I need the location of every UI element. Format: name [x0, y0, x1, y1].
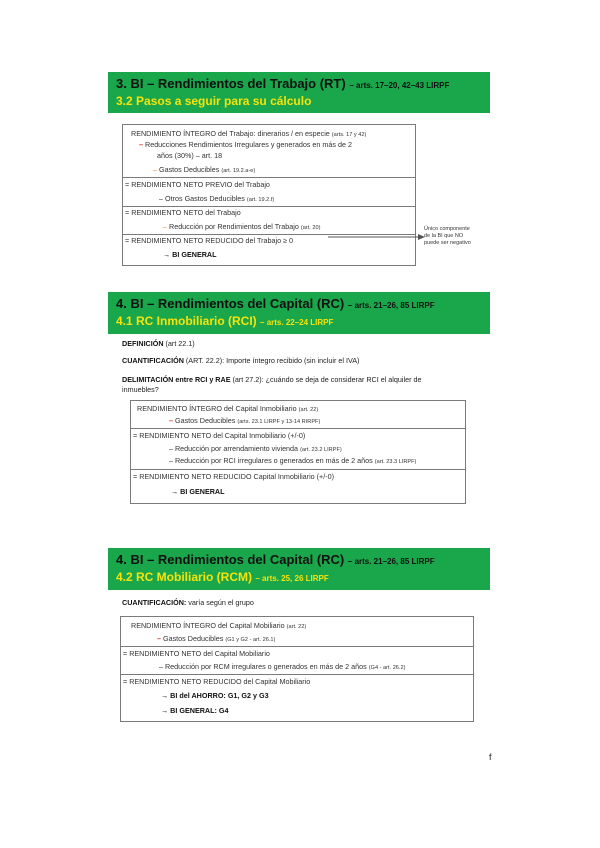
line-rendimiento-integro [137, 404, 318, 415]
line-text: Reducción por Rendimientos del Trabajo [169, 222, 299, 231]
text: (art 22.1) [165, 339, 195, 348]
line-ref: (art. 22) [286, 624, 307, 630]
line-reducciones-cont: años (30%) – art. 18 [157, 151, 223, 160]
label: CUANTIFICACIÓN [122, 356, 184, 365]
line-neto: = RENDIMIENTO NETO del Trabajo [125, 208, 241, 217]
slide-subtitle: 3.2 Pasos a seguir para su cálculo [116, 94, 312, 108]
divider [121, 674, 473, 675]
calculation-box-rci [130, 400, 466, 504]
label: DELIMITACIÓN entre RCI y RAE [122, 375, 231, 384]
line-text: RENDIMIENTO ÍNTEGRO del Trabajo: dinerarios / en especie [131, 129, 330, 138]
line-reduccion-vivienda [169, 444, 342, 455]
line-ref: (art. 22) [298, 407, 319, 413]
line-reduccion-irregulares [169, 456, 416, 467]
delimitacion-line [122, 375, 421, 385]
title-text: 3. BI – Rendimientos del Trabajo (RT) [116, 76, 346, 91]
title-text: 4. BI – Rendimientos del Capital (RC) [116, 552, 345, 567]
cuantificacion-line [122, 356, 359, 366]
line-ref: (G1 y G2 - art. 26.1) [225, 637, 276, 643]
line-neto-reducido: = RENDIMIENTO NETO REDUCIDO del Trabajo ≥ 0 [125, 236, 294, 245]
cuantificacion-line [122, 598, 254, 608]
slide-rc-inmobiliario [108, 292, 490, 334]
line-text: Gastos Deducibles [163, 634, 224, 643]
line-rendimiento-integro [131, 129, 366, 140]
line-text: Gastos Deducibles [159, 165, 220, 174]
title-arts: – arts. 21–26, 85 LIRPF [347, 557, 435, 566]
line-ref: (art. 23.2 LIRPF) [300, 447, 342, 453]
title-arts: – arts. 17–20, 42–43 LIRPF [349, 81, 450, 90]
line-neto: = RENDIMIENTO NETO del Capital Mobiliario [123, 649, 270, 658]
text: (ART. 22.2): Importe íntegro recibido (sin incluir el IVA) [185, 356, 360, 365]
line-gastos-deducibles [153, 165, 255, 176]
line-otros-gastos [159, 194, 274, 205]
line-ref: (art. 20) [300, 225, 321, 231]
line-text: – Reducción por RCM irregulares o generados en más de 2 años [159, 662, 367, 671]
line-neto-reducido: = RENDIMIENTO NETO REDUCIDO del Capital Mobiliario [123, 677, 311, 686]
line-bi-general: → BI GENERAL: G4 [161, 706, 229, 715]
slide-banner [108, 548, 490, 590]
slide-banner [108, 72, 490, 113]
label: CUANTIFICACIÓN: [122, 598, 187, 607]
dash: – [139, 140, 143, 149]
line-rendimiento-integro [131, 621, 306, 632]
line-neto: = RENDIMIENTO NETO del Capital Inmobiliario (+/-0) [133, 431, 306, 440]
line-ref: (arts. 17 y 42) [331, 132, 367, 138]
line-bi-general: → BI GENERAL [171, 487, 225, 496]
subtitle-text: 4.2 RC Mobiliario (RCM) [116, 570, 253, 584]
line-text: Gastos Deducibles [175, 416, 236, 425]
slide-rendimientos-trabajo [108, 72, 490, 113]
line-bi-ahorro: → BI del AHORRO: G1, G2 y G3 [161, 691, 269, 700]
calculation-box-rt [122, 124, 416, 266]
line-reducciones [139, 140, 352, 150]
divider [123, 206, 415, 207]
delimitacion-line-cont: inmuebles? [122, 385, 159, 394]
line-text: Reducciones Rendimientos Irregulares y generados en más de 2 [145, 140, 352, 149]
divider [123, 177, 415, 178]
subtitle-text: 4.1 RC Inmobiliario (RCI) [116, 314, 257, 328]
slide-subtitle [116, 314, 482, 330]
divider [121, 646, 473, 647]
side-note: Único componente de la BI que NO puede ser negativo [424, 226, 471, 246]
line-neto-previo: = RENDIMIENTO NETO PREVIO del Trabajo [125, 180, 270, 189]
divider [131, 469, 465, 470]
line-ref: (art. 19.2.f) [246, 197, 275, 203]
slide-banner [108, 292, 490, 334]
line-gastos-deducibles [169, 416, 320, 427]
line-ref: (art. 23.3 LIRPF) [374, 459, 417, 465]
line-text: – Reducción por RCI irregulares o generados en más de 2 años [169, 456, 373, 465]
dash: – [153, 165, 157, 174]
calculation-box-rcm [120, 616, 474, 722]
line-ref: (arts. 23.1 LIRPF y 13-14 RIRPF) [237, 419, 321, 425]
arrow-to-note [328, 232, 428, 242]
slide-title [116, 76, 482, 94]
dash: – [163, 222, 167, 231]
dash: – [157, 634, 161, 643]
line-text: RENDIMIENTO ÍNTEGRO del Capital Inmobiliario [137, 404, 297, 413]
title-arts: – arts. 21–26, 85 LIRPF [347, 301, 435, 310]
divider [131, 428, 465, 429]
title-text: 4. BI – Rendimientos del Capital (RC) [116, 296, 345, 311]
line-reduccion-rt [163, 222, 320, 233]
subtitle-arts: – arts. 22–24 LIRPF [260, 318, 334, 327]
slide-title [116, 552, 482, 570]
line-text: – Reducción por arrendamiento vivienda [169, 444, 299, 453]
slide-rc-mobiliario [108, 548, 490, 590]
text: varía según el grupo [188, 598, 254, 607]
line-reduccion-irregulares [159, 662, 405, 673]
line-text: RENDIMIENTO ÍNTEGRO del Capital Mobiliario [131, 621, 285, 630]
label: DEFINICIÓN [122, 339, 164, 348]
text: (art 27.2): ¿cuándo se deja de considerar RCI el alquiler de [232, 375, 422, 384]
line-ref: (art. 19.2.a-e) [221, 168, 256, 174]
line-neto-reducido: = RENDIMIENTO NETO REDUCIDO Capital Inmobiliario (+/-0) [133, 472, 335, 481]
slide-title [116, 296, 482, 314]
definicion-line [122, 339, 195, 349]
dash: – [169, 416, 173, 425]
line-text: – Otros Gastos Deducibles [159, 194, 245, 203]
line-bi-general: → BI GENERAL [163, 250, 217, 259]
line-gastos-deducibles [157, 634, 275, 645]
subtitle-arts: – arts. 25, 26 LIRPF [255, 574, 329, 583]
page-mark: f [489, 752, 492, 762]
line-ref: (G4 - art. 26.2) [368, 665, 406, 671]
slide-subtitle [116, 570, 482, 586]
